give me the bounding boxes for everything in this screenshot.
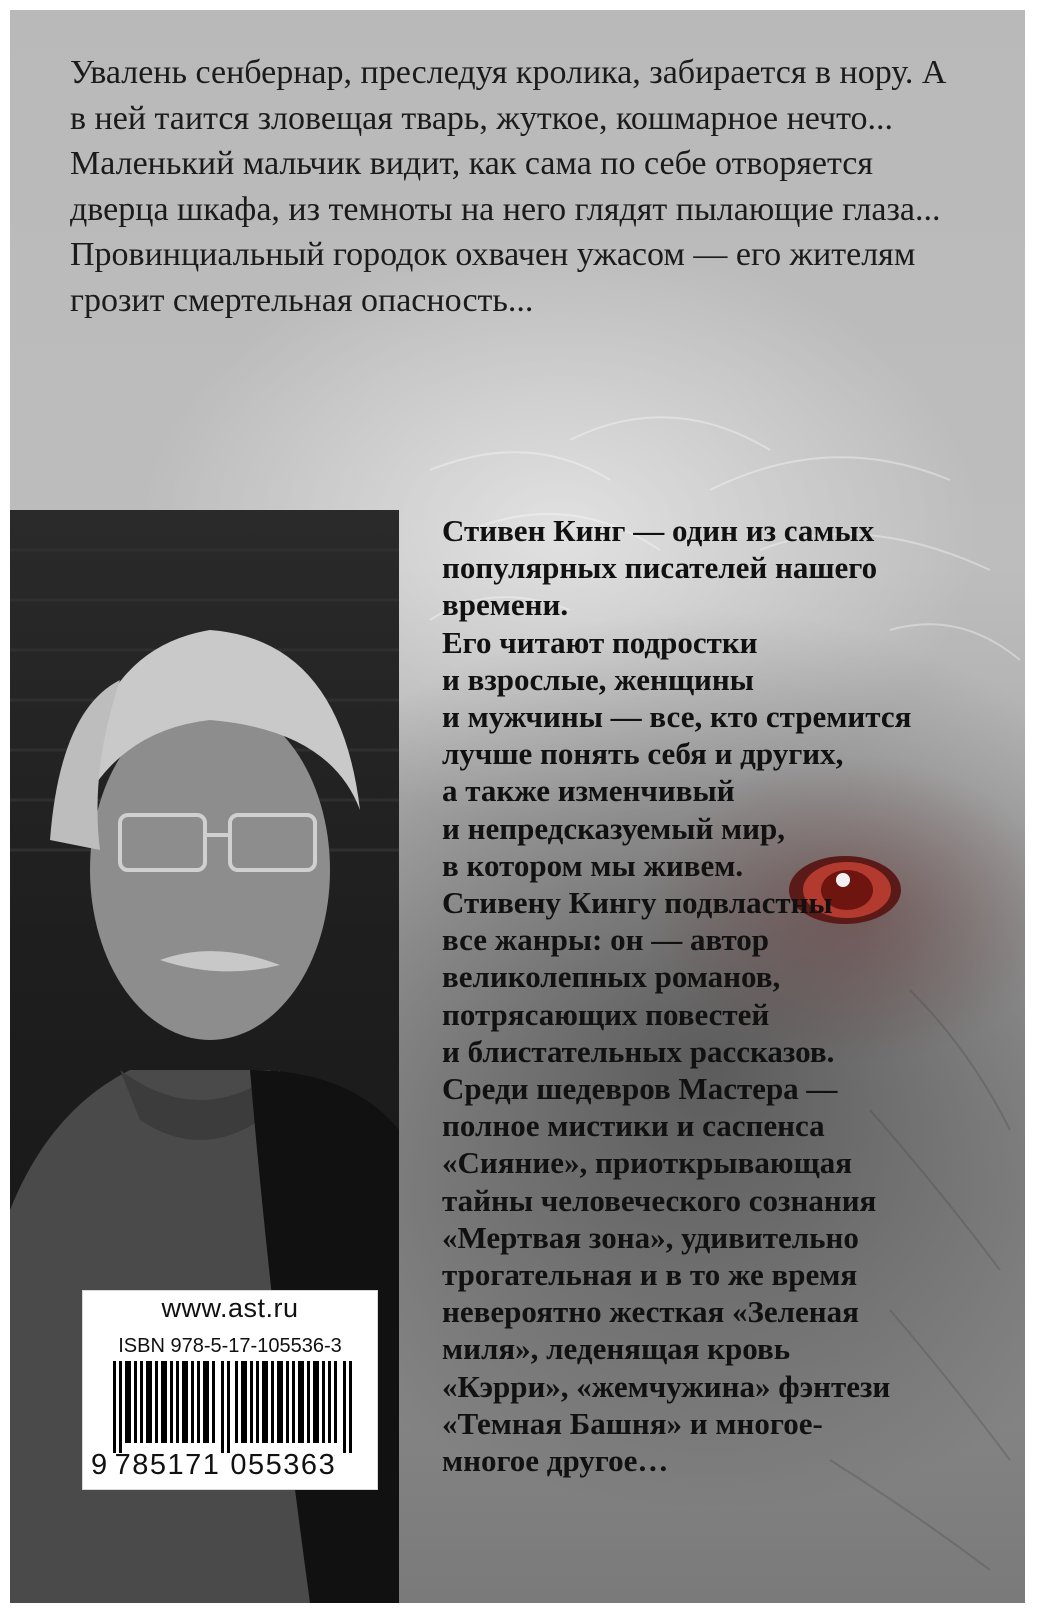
bio-line: и блистательных рассказов. <box>442 1033 835 1069</box>
bio-line: Его читают подростки <box>442 624 758 660</box>
blurb-paragraph-3: Провинциальный городок охвачен ужасом — его жителям грозит смертельная опасность... <box>70 236 916 319</box>
author-bio <box>442 512 962 1479</box>
bio-line: и взрослые, женщины <box>442 661 754 697</box>
bio-line: и мужчины — все, кто стремится <box>442 699 912 735</box>
bio-line: полное мистики и саспенса <box>442 1108 825 1144</box>
bio-line: все жанры: он — автор <box>442 922 770 958</box>
bio-line: трогательная и в то же время <box>442 1257 858 1293</box>
bio-line: «Сияние», приоткрывающая <box>442 1145 852 1181</box>
bio-line: Стивен Кинг — один из самых <box>442 513 875 548</box>
bio-line: тайны человеческого сознания <box>442 1182 877 1218</box>
blurb-paragraph-2: Маленький мальчик видит, как сама по себе отворяется дверца шкафа, из темноты на него глядят пылающие глаза... <box>70 145 941 228</box>
bio-line: популярных писателей нашего <box>442 550 878 586</box>
barcode-digits <box>91 1449 371 1482</box>
barcode-digit-group-2: 055363 <box>230 1449 337 1481</box>
bio-line: потрясающих повестей <box>442 996 770 1032</box>
bio-line: «Мертвая зона», удивительно <box>442 1219 859 1255</box>
bio-line: невероятно жесткая «Зеленая <box>442 1294 859 1330</box>
bio-line: и непредсказуемый мир, <box>442 810 786 846</box>
bio-line: «Темная Башня» и многое- <box>442 1405 823 1441</box>
barcode-label <box>82 1290 378 1490</box>
bio-line: времени. <box>442 587 569 623</box>
blurb <box>70 50 970 323</box>
barcode-digit-first: 9 <box>91 1449 109 1481</box>
bio-line: Стивену Кингу подвластны <box>442 885 833 921</box>
bio-line: Среди шедевров Мастера — <box>442 1071 838 1107</box>
bio-line: а также изменчивый <box>442 773 735 809</box>
book-back-cover <box>10 10 1025 1603</box>
publisher-website: www.ast.ru <box>161 1293 299 1323</box>
bio-line: «Кэрри», «жемчужина» фэнтези <box>442 1368 891 1404</box>
bio-line: миля», леденящая кровь <box>442 1331 791 1367</box>
isbn-number: ISBN 978-5-17-105536-3 <box>118 1335 342 1357</box>
blurb-paragraph-1: Увалень сенбернар, преследуя кролика, забирается в нору. А в ней таится зловещая тварь, жуткое, кошмарное нечто... <box>70 54 947 137</box>
bio-line: великолепных романов, <box>442 959 781 995</box>
barcode-digit-group-1: 785171 <box>114 1449 221 1481</box>
bio-line: лучше понять себя и других, <box>442 736 844 772</box>
bio-line: в котором мы живем. <box>442 847 744 883</box>
bio-line: многое другое… <box>442 1443 669 1479</box>
barcode-icon <box>113 1361 353 1453</box>
